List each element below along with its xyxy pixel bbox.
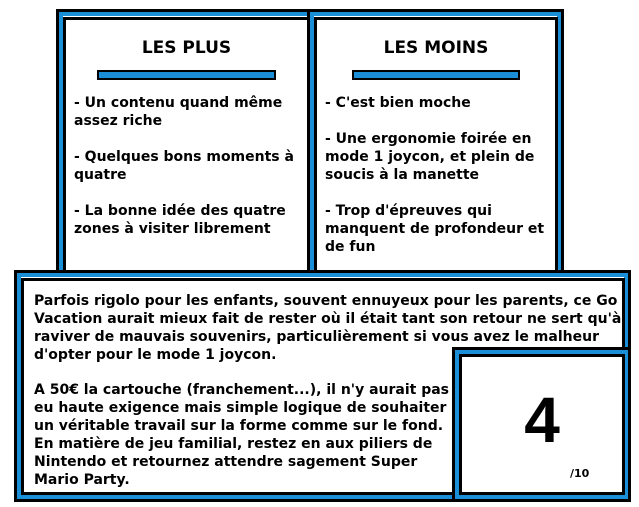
plus-item: - Quelques bons moments à quatre (74, 149, 294, 183)
plus-title: LES PLUS (141, 38, 232, 58)
plus-title-underline (97, 70, 276, 80)
plus-panel (63, 17, 310, 276)
plus-list (74, 94, 299, 256)
moins-title: LES MOINS (383, 38, 489, 58)
plus-item: - Un contenu quand même assez riche (74, 95, 283, 129)
moins-title-underline (352, 70, 520, 80)
conclusion-paragraph-2: A 50€ la cartouche (franchement...), il n'y aurait pas eu haute exigence mais simple logique de souhaiter un véritable travail sur la forme comme sur le fond. En matière de jeu familial, restez en aux piliers de Nintendo et retournez attendre sagement Super Mario Party. (34, 382, 450, 488)
plus-item: - La bonne idée des quatre zones à visiter librement (74, 203, 286, 237)
moins-item: - Une ergonomie foirée en mode 1 joycon, et plein de soucis à la manette (325, 131, 535, 183)
score-max: /10 (570, 467, 590, 480)
moins-item: - Trop d'épreuves qui manquent de profondeur et de fun (325, 203, 545, 255)
conclusion-paragraph-1: Parfois rigolo pour les enfants, souvent ennuyeux pour les parents, ce Go Vacation aurait mieux fait de rester où il était tant son retour ne sert qu'à raviver de mauvais souvenirs, particulièrement si vous avez le malheur d'opter pour le mode 1 joycon. (34, 293, 622, 363)
moins-list (325, 94, 547, 274)
moins-item: - C'est bien moche (325, 95, 471, 111)
score-value: 4 (524, 384, 560, 456)
moins-panel (314, 17, 558, 276)
score-panel (459, 354, 625, 495)
